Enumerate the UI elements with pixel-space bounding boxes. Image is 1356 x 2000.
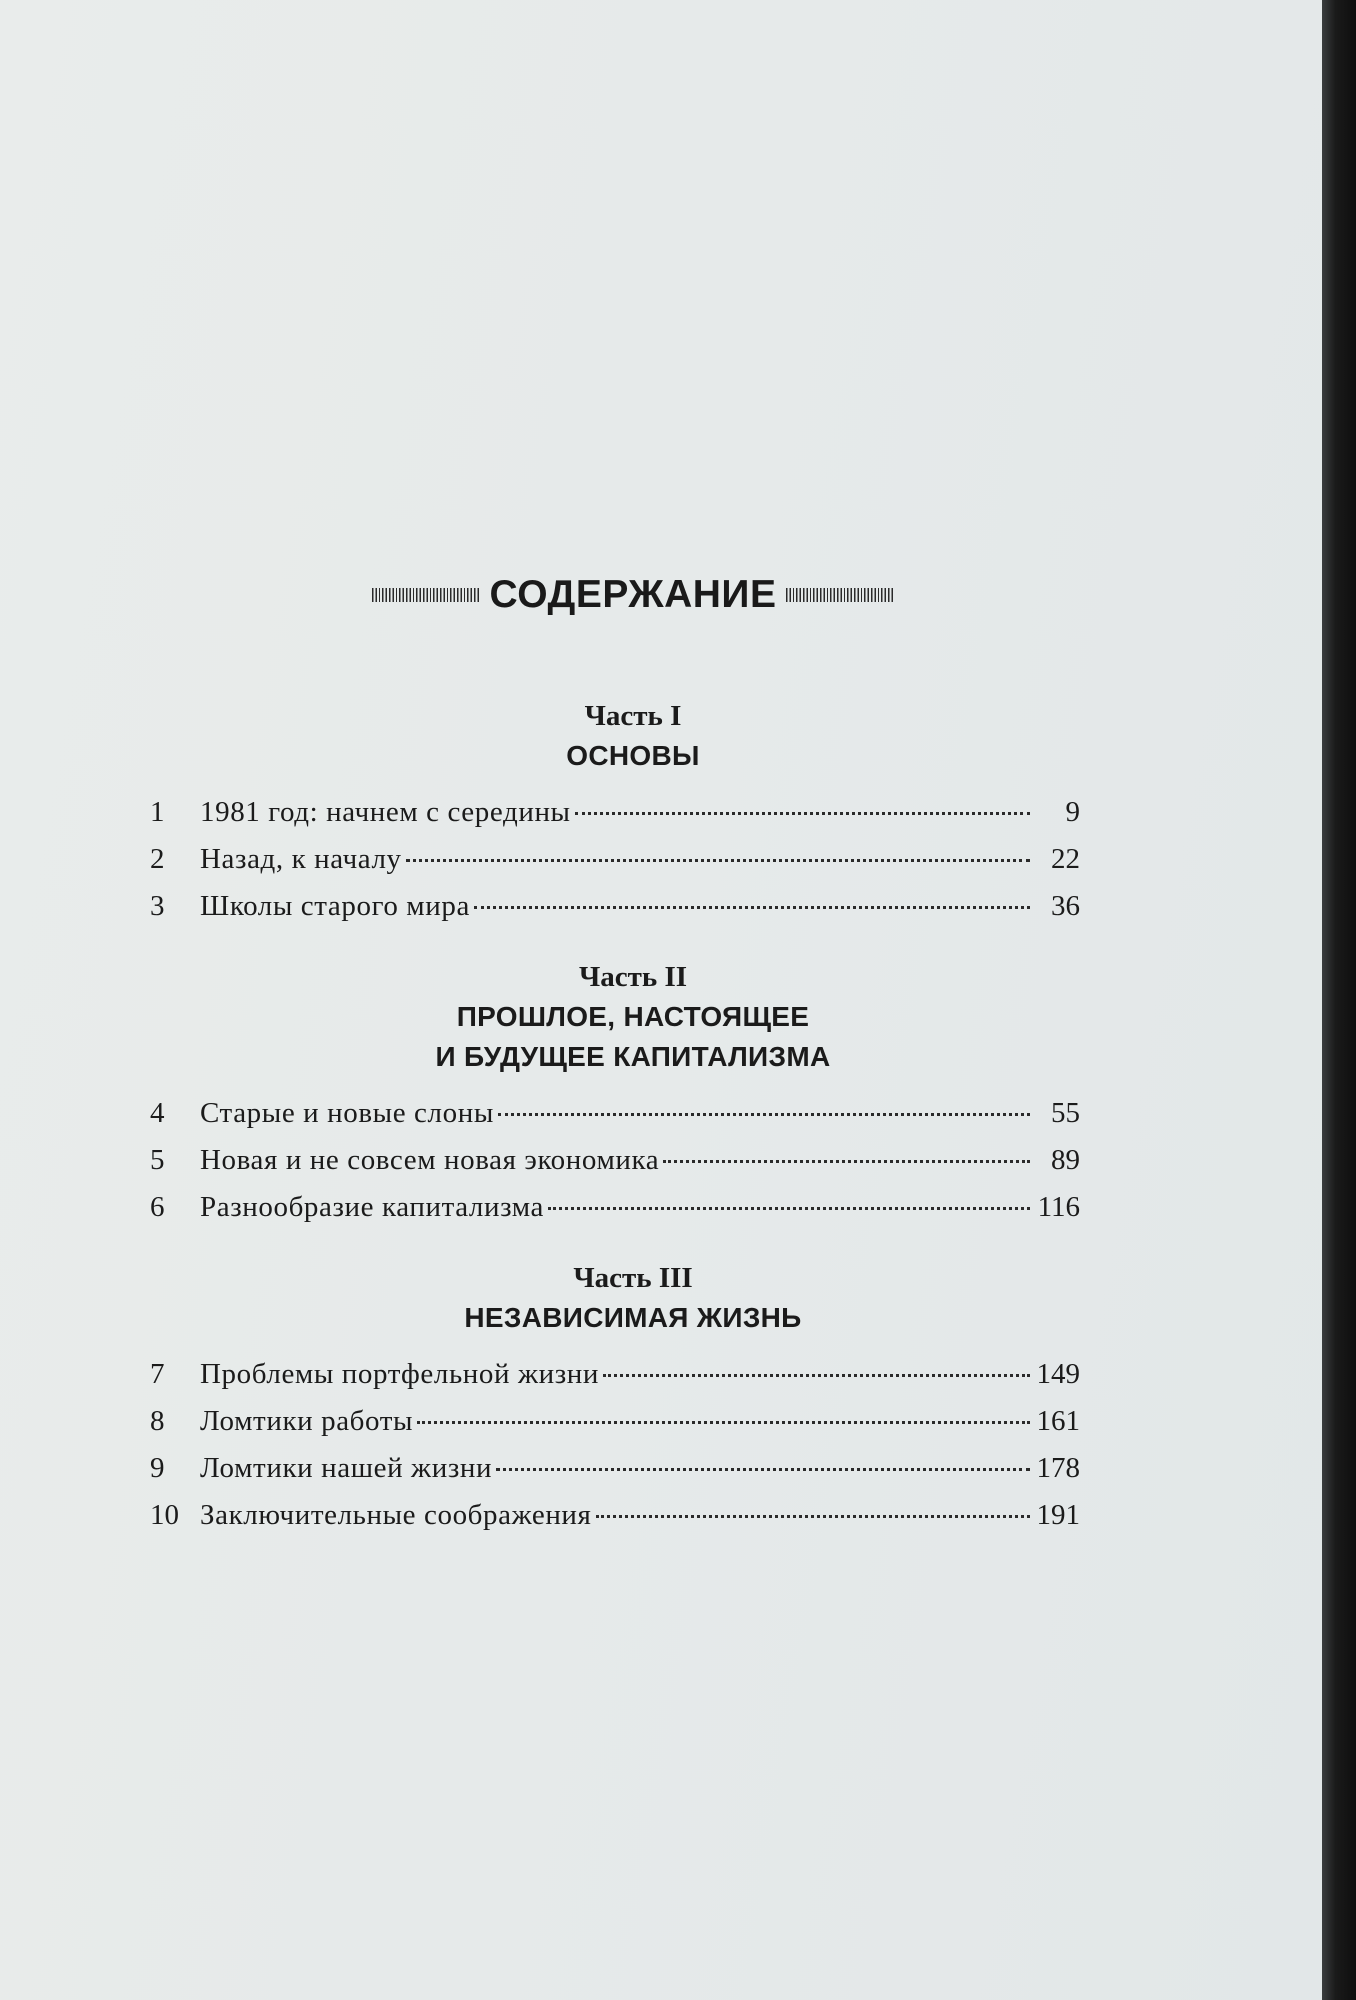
toc-entry[interactable] <box>150 1097 1080 1144</box>
chapter-number: 6 <box>150 1191 165 1223</box>
right-ornament-icon <box>786 588 894 602</box>
dot-leader <box>663 1160 1030 1163</box>
toc-entry[interactable] <box>150 843 1080 890</box>
toc-entry[interactable] <box>150 1452 1080 1499</box>
dot-leader <box>496 1468 1030 1471</box>
chapter-title: Новая и не совсем новая экономика <box>200 1144 660 1176</box>
chapter-title: Школы старого мира <box>200 890 470 922</box>
toc-entry[interactable] <box>150 1499 1080 1546</box>
part-label: Часть II <box>578 961 688 993</box>
chapter-title: Заключительные соображения <box>200 1499 592 1531</box>
toc-entry[interactable] <box>150 1144 1080 1191</box>
chapter-number: 7 <box>150 1358 165 1390</box>
left-ornament-icon <box>372 588 480 602</box>
chapter-title: 1981 год: начнем с середины <box>200 796 571 828</box>
toc-heading <box>186 560 1080 630</box>
part-3-entries <box>150 1358 1080 1546</box>
part-2-header <box>186 957 1080 1077</box>
part-3-header <box>186 1258 1080 1338</box>
toc-entry[interactable] <box>150 1405 1080 1452</box>
chapter-number: 10 <box>150 1499 179 1531</box>
chapter-number: 8 <box>150 1405 165 1437</box>
chapter-title: Проблемы портфельной жизни <box>200 1358 600 1390</box>
toc-title: СОДЕРЖАНИЕ <box>489 573 777 616</box>
chapter-number: 3 <box>150 890 165 922</box>
dot-leader <box>417 1421 1030 1424</box>
toc-entry[interactable] <box>150 796 1080 843</box>
part-1-entries <box>150 796 1080 937</box>
dot-leader <box>498 1113 1030 1116</box>
chapter-title: Ломтики работы <box>200 1405 414 1437</box>
page-number: 191 <box>1036 1499 1080 1531</box>
page-number: 89 <box>1051 1144 1080 1176</box>
chapter-title: Ломтики нашей жизни <box>200 1452 493 1484</box>
dot-leader <box>596 1515 1031 1518</box>
toc-entry[interactable] <box>150 1358 1080 1405</box>
dot-leader <box>474 906 1030 909</box>
page-number: 36 <box>1051 890 1080 922</box>
part-title: И БУДУЩЕЕ КАПИТАЛИЗМА <box>435 1041 831 1072</box>
part-title: ОСНОВЫ <box>566 740 700 771</box>
chapter-number: 2 <box>150 843 165 875</box>
page-number: 55 <box>1051 1097 1080 1129</box>
page-number: 22 <box>1051 843 1080 875</box>
page-number: 149 <box>1036 1358 1080 1390</box>
page-number: 178 <box>1036 1452 1080 1484</box>
page-shadow-edge <box>1322 0 1356 2000</box>
chapter-number: 9 <box>150 1452 165 1484</box>
part-label: Часть I <box>584 700 682 732</box>
chapter-number: 4 <box>150 1097 165 1129</box>
dot-leader <box>548 1207 1030 1210</box>
part-title: ПРОШЛОЕ, НАСТОЯЩЕЕ <box>456 1001 810 1032</box>
part-label: Часть III <box>573 1262 693 1294</box>
page-number: 9 <box>1065 796 1080 828</box>
toc-entry[interactable] <box>150 890 1080 937</box>
table-of-contents <box>150 560 1080 1546</box>
chapter-title: Назад, к началу <box>200 843 402 875</box>
dot-leader <box>603 1374 1030 1377</box>
dot-leader <box>575 812 1030 815</box>
dot-leader <box>406 859 1030 862</box>
part-1-header <box>186 696 1080 776</box>
chapter-title: Старые и новые слоны <box>200 1097 494 1129</box>
chapter-number: 1 <box>150 796 165 828</box>
part-2-entries <box>150 1097 1080 1238</box>
toc-entry[interactable] <box>150 1191 1080 1238</box>
page-number: 116 <box>1037 1191 1080 1223</box>
chapter-number: 5 <box>150 1144 165 1176</box>
part-title: НЕЗАВИСИМАЯ ЖИЗНЬ <box>464 1302 802 1333</box>
chapter-title: Разнообразие капитализма <box>200 1191 544 1223</box>
page-number: 161 <box>1036 1405 1080 1437</box>
